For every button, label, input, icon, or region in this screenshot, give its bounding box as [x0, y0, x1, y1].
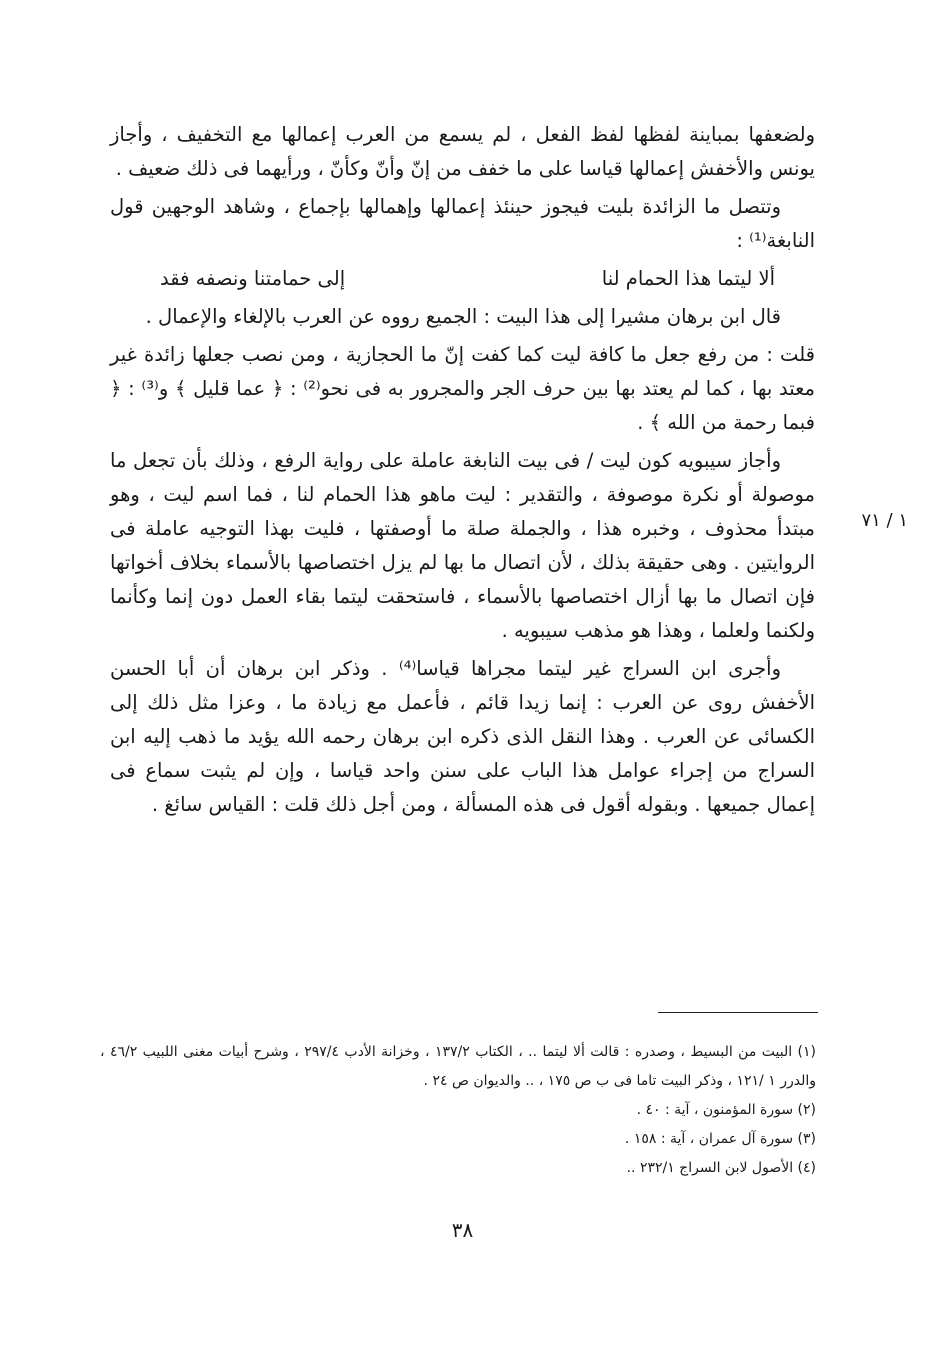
page-number: ٣٨	[451, 1218, 474, 1242]
footnote: (٣) سورة آل عمران ، آية : ١٥٨ .	[624, 1131, 816, 1147]
footnote-separator	[658, 1012, 818, 1013]
poetry-verse	[110, 262, 815, 296]
paragraph: وتتصل ما الزائدة بليت فيجوز حينئذ إعمالها وإهمالها بإجماع ، وشاهد الوجهين قول النابغة⁽¹⁾ :	[110, 195, 815, 252]
margin-reference: ١ / ٧١	[861, 510, 908, 531]
footnote: (٢) سورة المؤمنون ، آية : ٤٠ .	[636, 1102, 816, 1118]
paragraph: وأجاز سيبويه كون ليت / فى بيت النابغة عاملة على رواية الرفع ، وذلك بأن تجعل ما موصولة أو نكرة موصوفة ، والتقدير : ليت ماهو هذا الحمام لنا ، فما اسم ليت ، وهو مبتدأ محذوف ، وخبره هذا ، والجملة صلة ما أوصفتها ، فليت بهذا التوجيه عاملة فى الروايتين . وهى حقيقة بذلك ، لأن اتصال ما بها لم يزل اختصاصها بالأسماء بخلاف أخواتها فإن اتصال ما بها أزال اختصاصها بالأسماء ، فاستحقت ليتما بقاء العمل دون إنما وكأنما ولكنما ولعلما ، وهذا هو مذهب سيبويه .	[110, 449, 815, 642]
paragraph: ولضعفها بمباينة لفظها لفظ الفعل ، لم يسمع من العرب إعمالها مع التخفيف ، وأجاز يونس والأخفش إعمالها قياسا على ما خفف من إنّ وأنّ وكأنّ ، ورأيهما فى ذلك ضعيف .	[110, 123, 815, 180]
footnote: (١) البيت من البسيط ، وصدره : قالت ألا ليتما .. ، الكتاب ١٣٧/٢ ، وخزانة الأدب ٢٩٧/٤ ، وشرح أبيات مغنى اللبيب ٤٦/٢ ، والدرر ١ /١٢١ ، وذكر البيت تاما فى ب ص ١٧٥ ، .. والديوان ص ٢٤ .	[100, 1044, 816, 1089]
paragraph: قال ابن برهان مشيرا إلى هذا البيت : الجميع رووه عن العرب بالإلغاء والإعمال .	[145, 305, 781, 328]
footnote: (٤) الأصول لابن السراج ٢٣٢/١ ..	[626, 1160, 816, 1176]
paragraph: قلت : من رفع جعل ما كافة ليت كما كفت إنّ ما الحجازية ، ومن نصب جعلها زائدة غير معتد بها ، كما لم يعتد بها بين حرف الجر والمجرور به فى نحو⁽²⁾ : ﴿ عما قليل ﴾ و⁽³⁾ : ﴿ فبما رحمة من الله ﴾ .	[110, 343, 815, 434]
main-text	[110, 118, 815, 826]
paragraph: وأجرى ابن السراج غير ليتما مجراها قياسا⁽⁴⁾ . وذكر ابن برهان أن أبا الحسن الأخفش روى عن العرب : إنما زيدا قائم ، فأعمل مع زيادة ما ، وعزا مثل ذلك إلى الكسائى عن العرب . وهذا النقل الذى ذكره ابن برهان رحمه الله يؤيد ما ذهب إليه ابن السراج من إجراء عوامل هذا الباب على سنن واحد قياسا ، وإن لم يثبت سماع فى إعمال جميعها . وبقوله أقول فى هذه المسألة ، ومن أجل ذلك قلت : القياس سائغ .	[110, 657, 815, 816]
verse-first-hemistich: ألا ليتما هذا الحمام لنا	[601, 267, 775, 290]
verse-second-hemistich: إلى حمامتنا ونصفه فقد	[160, 267, 346, 290]
footnotes	[100, 1038, 816, 1183]
